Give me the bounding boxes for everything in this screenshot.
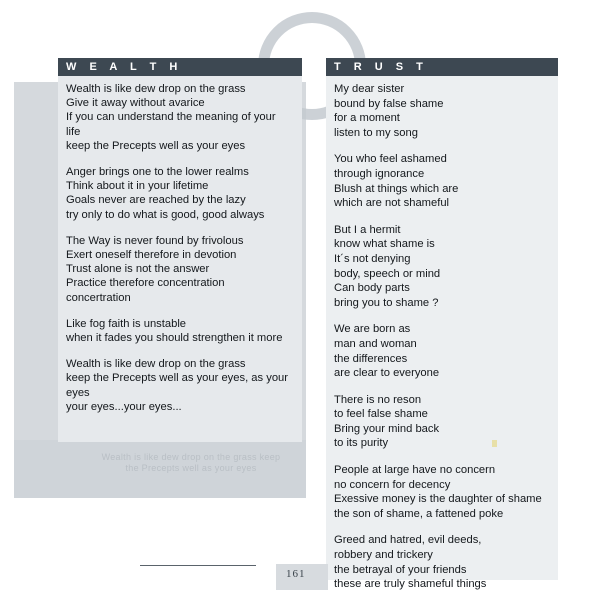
poem-line: My dear sister	[334, 83, 405, 95]
poem-line: man and woman	[334, 337, 417, 350]
poem-line: to feel false shame	[334, 408, 428, 421]
poem-line: body, speech or mind	[334, 267, 441, 280]
poem-line: Think about it in your lifetime	[66, 180, 209, 193]
page-number: 161	[286, 568, 306, 580]
right-page-panel	[326, 58, 558, 591]
poem-line: Practice therefore concentration	[66, 277, 225, 290]
poem-line: keep the Precepts well as your eyes, as your	[66, 372, 288, 385]
poem-line: life	[66, 125, 81, 138]
poem-line: People at large have no concern	[334, 464, 496, 477]
poem-line: bring you to shame ?	[334, 296, 439, 309]
poem-line: We are born as	[334, 323, 411, 336]
poem-line: Trust alone is not the answer	[66, 263, 210, 276]
poem-line: the differences	[334, 352, 408, 365]
poem-line: Goals never are reached by the lazy	[66, 194, 246, 207]
stanza	[66, 317, 296, 345]
stanza	[66, 165, 296, 222]
stanza	[334, 463, 552, 521]
poem-line: But I a hermit	[334, 223, 401, 236]
paper-speck	[492, 440, 497, 447]
poem-line: your eyes...your eyes...	[66, 400, 182, 413]
stanza	[334, 82, 552, 140]
stanza	[66, 357, 296, 414]
stanza	[334, 533, 552, 591]
poem-line: the betrayal of your friends	[334, 563, 467, 576]
poem-line: eyes	[66, 386, 90, 399]
stanza	[334, 322, 552, 380]
poem-line: know what shame is	[334, 238, 435, 251]
poem-line: no concern for decency	[334, 478, 451, 491]
poem-line: when it fades you should strengthen it more	[66, 332, 283, 345]
stanza	[334, 393, 552, 451]
poem-line: Can body parts	[334, 282, 410, 295]
poem-line: Bring your mind back	[334, 422, 440, 435]
left-page-heading: W E A L T H	[58, 58, 302, 76]
stanza	[66, 82, 296, 153]
poem-line: It´s not denying	[334, 252, 411, 265]
stanza	[334, 152, 552, 210]
poem-line: There is no reson	[334, 393, 422, 406]
poem-line: You who feel ashamed	[334, 153, 447, 166]
stanza	[334, 223, 552, 311]
poem-line: bound by false shame	[334, 97, 444, 110]
poem-line: these are truly shameful things	[334, 578, 487, 591]
poem-line: are clear to everyone	[334, 367, 440, 380]
left-page-panel	[58, 58, 302, 442]
poem-line: Anger brings one to the lower realms	[66, 166, 249, 179]
right-page-heading: T R U S T	[326, 58, 558, 76]
poem-line: Exessive money is the daughter of shame	[334, 493, 542, 506]
poem-line: for a moment	[334, 112, 400, 125]
poem-line: try only to do what is good, good always	[66, 208, 265, 221]
poem-line: If you can understand the meaning of your	[66, 111, 276, 124]
poem-line: through ignorance	[334, 167, 425, 180]
left-page-poem	[66, 82, 296, 426]
poem-line: keep the Precepts well as your eyes	[66, 139, 246, 152]
poem-line: the son of shame, a fattened poke	[334, 507, 504, 520]
poem-line: Greed and hatred, evil deeds,	[334, 534, 482, 547]
faded-background-text: Wealth is like dew drop on the grass keep the Precepts well as your eyes	[101, 452, 281, 473]
poem-line: Blush at things which are	[334, 182, 459, 195]
poem-line: Wealth is like dew drop on the grass	[66, 358, 246, 371]
poem-line: Like fog faith is unstable	[66, 317, 187, 330]
poem-line: listen to my song	[334, 126, 418, 139]
poem-line: Exert oneself therefore in devotion	[66, 249, 237, 262]
poem-line: Give it away without avarice	[66, 97, 205, 110]
poem-line: which are not shameful	[334, 197, 450, 210]
bottom-divider	[140, 565, 256, 566]
poem-line: concertration	[66, 291, 131, 304]
stanza	[66, 234, 296, 305]
poem-line: The Way is never found by frivolous	[66, 234, 244, 247]
poem-line: robbery and trickery	[334, 549, 433, 562]
poem-line: to its purity	[334, 437, 389, 450]
right-page-poem	[334, 82, 552, 604]
poem-line: Wealth is like dew drop on the grass	[66, 83, 246, 95]
